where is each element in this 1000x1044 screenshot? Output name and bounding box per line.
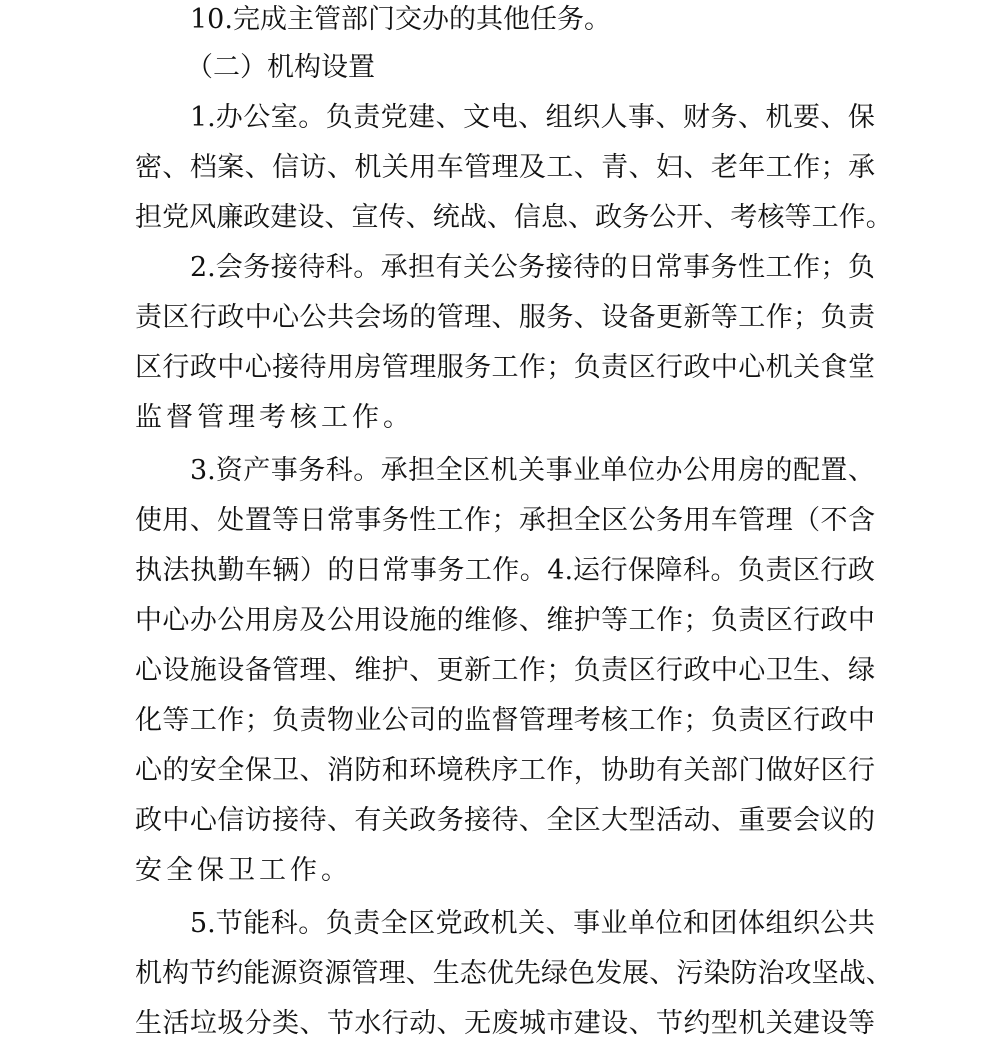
para-2-line-3: 区 行 政 中 心 接 待 用 房 管 理 服 务 工 作 ； 负 责 区 行 政 中 心 机 关 食 堂 [135,352,875,383]
para-5-line-2: 机 构 节 约 能 源 资 源 管 理 、 生 态 优 先 绿 色 发 展 、 污 染 防 治 攻 坚 战 、 [135,958,893,989]
item-10-line: 10.完成主管部门交办的其他任务。 [190,4,611,35]
para-3-line-4: 中 心 办 公 用 房 及 公 用 设 施 的 维 修 、 维 护 等 工 作 ； 负 责 区 行 政 中 [135,605,875,636]
para-5-line-3: 生 活 垃 圾 分 类 、 节 水 行 动 、 无 废 城 市 建 设 、 节 约 型 机 关 建 设 等 [135,1008,875,1039]
para-3-line-3: 执 法 执 勤 车 辆 ） 的 日 常 事 务 工 作 。 4.运 行 保 障 科 。 负 责 区 行 政 [135,555,875,586]
para-3-line-7: 心 的 安 全 保 卫 、 消 防 和 环 境 秩 序 工 作 ， 协 助 有 关 部 门 做 好 区 行 [135,755,875,786]
para-3-line-1: 3.资 产 事 务 科 。 承 担 全 区 机 关 事 业 单 位 办 公 用 房 的 配 置 、 [190,455,875,486]
para-3-line-6: 化 等 工 作 ； 负 责 物 业 公 司 的 监 督 管 理 考 核 工 作 ； 负 责 区 行 政 中 [135,705,875,736]
section-heading-org-structure: （二）机构设置 [186,52,375,83]
para-1-line-3: 担 党 风 廉 政 建 设 、 宣 传 、 统 战 、 信 息 、 政 务 公 开 、 考 核 等 工 作 。 [135,202,893,233]
para-3-line-9: 安全保卫工作。 [135,855,352,886]
para-2-line-1: 2.会 务 接 待 科 。 承 担 有 关 公 务 接 待 的 日 常 事 务 性 工 作 ； 负 [190,252,875,283]
para-1-line-1: 1.办 公 室 。 负 责 党 建 、 文 电 、 组 织 人 事 、 财 务 、 机 要 、 保 [190,102,875,133]
para-5-line-1: 5.节 能 科 。 负 责 全 区 党 政 机 关 、 事 业 单 位 和 团 体 组 织 公 共 [190,908,875,939]
para-2-line-2: 责 区 行 政 中 心 公 共 会 场 的 管 理 、 服 务 、 设 备 更 新 等 工 作 ； 负 责 [135,302,875,333]
para-3-line-8: 政 中 心 信 访 接 待 、 有 关 政 务 接 待 、 全 区 大 型 活 动 、 重 要 会 议 的 [135,805,875,836]
para-3-line-5: 心 设 施 设 备 管 理 、 维 护 、 更 新 工 作 ； 负 责 区 行 政 中 心 卫 生 、 绿 [135,655,875,686]
para-1-line-2: 密 、 档 案 、 信 访 、 机 关 用 车 管 理 及 工 、 青 、 妇 、 老 年 工 作 ； 承 [135,152,875,183]
para-3-line-2: 使 用 、 处 置 等 日 常 事 务 性 工 作 ； 承 担 全 区 公 务 用 车 管 理 （ 不 含 [135,505,875,536]
para-2-line-4: 监督管理考核工作。 [135,402,414,433]
